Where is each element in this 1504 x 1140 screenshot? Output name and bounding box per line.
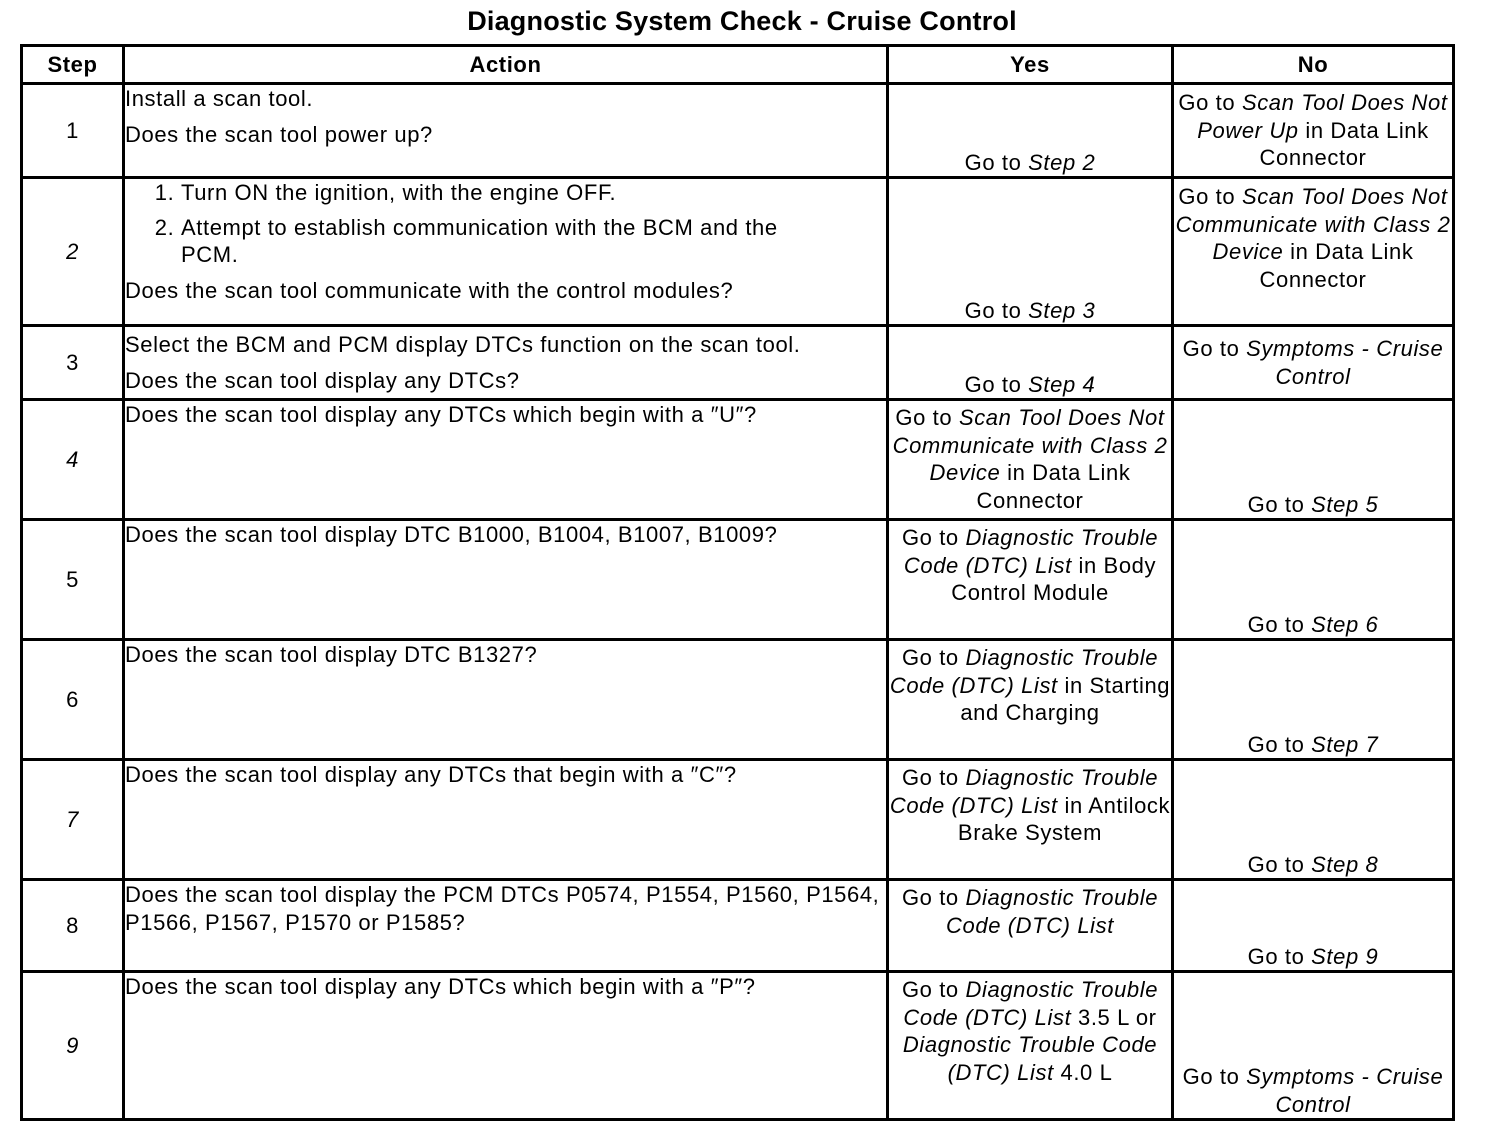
no-cell bbox=[1173, 178, 1454, 326]
action-question: Does the scan tool display any DTCs that begin with a ″C″? bbox=[125, 762, 737, 787]
no-cell bbox=[1173, 972, 1454, 1120]
yes-cell bbox=[888, 972, 1173, 1120]
yes-text: Go to bbox=[901, 525, 966, 550]
yes-cell bbox=[888, 178, 1173, 326]
action-cell bbox=[124, 972, 888, 1120]
page-title: Diagnostic System Check - Cruise Control bbox=[467, 6, 1017, 36]
action-cell bbox=[124, 326, 888, 400]
no-cell bbox=[1173, 400, 1454, 520]
yes-step-ref: Step 2 bbox=[1028, 149, 1096, 175]
no-text: Go to bbox=[1178, 90, 1242, 115]
no-text-suffix: in Data Link Connector bbox=[1259, 239, 1414, 292]
no-cell bbox=[1173, 520, 1454, 640]
yes-text: Go to bbox=[895, 405, 959, 430]
no-step-ref: Step 6 bbox=[1311, 611, 1379, 637]
yes-ref: Diagnostic Trouble Code (DTC) List bbox=[889, 765, 1159, 818]
action-step-item: 1. Turn ON the ignition, with the engine OFF. bbox=[181, 179, 886, 207]
yes-ref: Diagnostic Trouble Code (DTC) List bbox=[903, 525, 1159, 578]
no-step-ref: Step 8 bbox=[1311, 851, 1379, 877]
yes-text-mid: 3.5 L or bbox=[1071, 1004, 1157, 1030]
action-cell bbox=[124, 880, 888, 972]
no-ref: Symptoms - Cruise Control bbox=[1246, 1064, 1444, 1117]
yes-text-suffix: in Antilock Brake System bbox=[957, 792, 1171, 845]
yes-cell bbox=[888, 760, 1173, 880]
yes-ref: Scan Tool Does Not Communicate with Class 2 Device bbox=[892, 405, 1168, 485]
yes-text-suffix: in Data Link Connector bbox=[976, 460, 1131, 513]
yes-text-suffix: in Body Control Module bbox=[951, 552, 1157, 605]
no-step-ref: Step 5 bbox=[1311, 491, 1379, 517]
step-number: 7 bbox=[22, 760, 124, 880]
header-yes: Yes bbox=[888, 46, 1173, 84]
yes-text: Go to bbox=[901, 977, 966, 1002]
action-question: Does the scan tool power up? bbox=[125, 121, 433, 147]
yes-cell bbox=[888, 400, 1173, 520]
action-step-item: 2. Attempt to establish communication with the BCM and the PCM. bbox=[181, 214, 886, 269]
yes-ref-2: Diagnostic Trouble Code (DTC) List bbox=[902, 1032, 1158, 1085]
action-cell bbox=[124, 640, 888, 760]
yes-ref: Diagnostic Trouble Code (DTC) List bbox=[946, 885, 1159, 938]
step-number: 8 bbox=[22, 880, 124, 972]
yes-cell bbox=[888, 84, 1173, 178]
yes-ref: Diagnostic Trouble Code (DTC) List bbox=[903, 977, 1159, 1030]
no-text: Go to bbox=[1247, 611, 1312, 637]
step-number: 1 bbox=[22, 84, 124, 178]
no-cell bbox=[1173, 880, 1454, 972]
no-text: Go to bbox=[1178, 184, 1242, 209]
action-cell bbox=[124, 84, 888, 178]
action-question: Does the scan tool communicate with the control modules? bbox=[125, 277, 734, 303]
no-text: Go to bbox=[1182, 1064, 1247, 1089]
action-question: Does the scan tool display DTC B1000, B1004, B1007, B1009? bbox=[125, 522, 778, 547]
no-text: Go to bbox=[1247, 491, 1312, 517]
table-row bbox=[22, 640, 1454, 760]
action-question: Does the scan tool display the PCM DTCs P0574, P1554, P1560, P1564, P1566, P1567, P1570 or P1585? bbox=[125, 882, 880, 935]
no-cell bbox=[1173, 326, 1454, 400]
no-step-ref: Step 9 bbox=[1311, 943, 1379, 969]
no-ref: Scan Tool Does Not Power Up bbox=[1197, 90, 1448, 143]
action-question: Does the scan tool display DTC B1327? bbox=[125, 642, 538, 667]
yes-ref: Diagnostic Trouble Code (DTC) List bbox=[889, 645, 1159, 698]
no-text: Go to bbox=[1182, 336, 1247, 361]
no-ref: Symptoms - Cruise Control bbox=[1246, 336, 1444, 389]
header-no: No bbox=[1173, 46, 1454, 84]
yes-cell bbox=[888, 326, 1173, 400]
action-cell bbox=[124, 520, 888, 640]
table-row bbox=[22, 326, 1454, 400]
no-cell bbox=[1173, 760, 1454, 880]
yes-cell bbox=[888, 640, 1173, 760]
table-header-row bbox=[22, 46, 1454, 84]
action-cell bbox=[124, 760, 888, 880]
action-text: Install a scan tool. bbox=[125, 86, 314, 111]
yes-text: Go to bbox=[964, 149, 1029, 175]
yes-text: Go to bbox=[901, 765, 966, 790]
action-cell bbox=[124, 400, 888, 520]
table-row bbox=[22, 178, 1454, 326]
action-steps-list bbox=[125, 179, 886, 269]
action-question: Does the scan tool display any DTCs which begin with a ″U″? bbox=[125, 402, 757, 427]
yes-cell bbox=[888, 880, 1173, 972]
diagnostic-table bbox=[20, 44, 1455, 1121]
action-question: Does the scan tool display any DTCs? bbox=[125, 367, 520, 393]
step-number: 2 bbox=[22, 178, 124, 326]
action-text: Select the BCM and PCM display DTCs function on the scan tool. bbox=[125, 332, 801, 357]
header-step: Step bbox=[22, 46, 124, 84]
yes-text-suffix: 4.0 L bbox=[1053, 1059, 1113, 1085]
yes-step-ref: Step 4 bbox=[1028, 371, 1096, 397]
yes-text: Go to bbox=[901, 645, 966, 670]
table-row bbox=[22, 400, 1454, 520]
no-text: Go to bbox=[1247, 851, 1312, 877]
yes-text-suffix: in Starting and Charging bbox=[960, 672, 1171, 725]
step-number: 5 bbox=[22, 520, 124, 640]
no-text: Go to bbox=[1247, 731, 1312, 757]
yes-text: Go to bbox=[964, 297, 1029, 323]
yes-text: Go to bbox=[964, 371, 1029, 397]
yes-cell bbox=[888, 520, 1173, 640]
no-cell bbox=[1173, 640, 1454, 760]
no-text-suffix: in Data Link Connector bbox=[1259, 117, 1429, 170]
table-row bbox=[22, 760, 1454, 880]
action-cell bbox=[124, 178, 888, 326]
header-action: Action bbox=[124, 46, 888, 84]
table-row bbox=[22, 84, 1454, 178]
action-question: Does the scan tool display any DTCs which begin with a ″P″? bbox=[125, 974, 756, 999]
step-number: 3 bbox=[22, 326, 124, 400]
step-number: 6 bbox=[22, 640, 124, 760]
no-ref: Scan Tool Does Not Communicate with Class 2 Device bbox=[1175, 184, 1451, 264]
yes-text: Go to bbox=[901, 885, 966, 910]
no-cell bbox=[1173, 84, 1454, 178]
no-step-ref: Step 7 bbox=[1311, 731, 1379, 757]
table-row bbox=[22, 520, 1454, 640]
step-number: 9 bbox=[22, 972, 124, 1120]
step-number: 4 bbox=[22, 400, 124, 520]
yes-step-ref: Step 3 bbox=[1028, 297, 1096, 323]
table-row bbox=[22, 880, 1454, 972]
table-row bbox=[22, 972, 1454, 1120]
no-text: Go to bbox=[1247, 943, 1312, 969]
